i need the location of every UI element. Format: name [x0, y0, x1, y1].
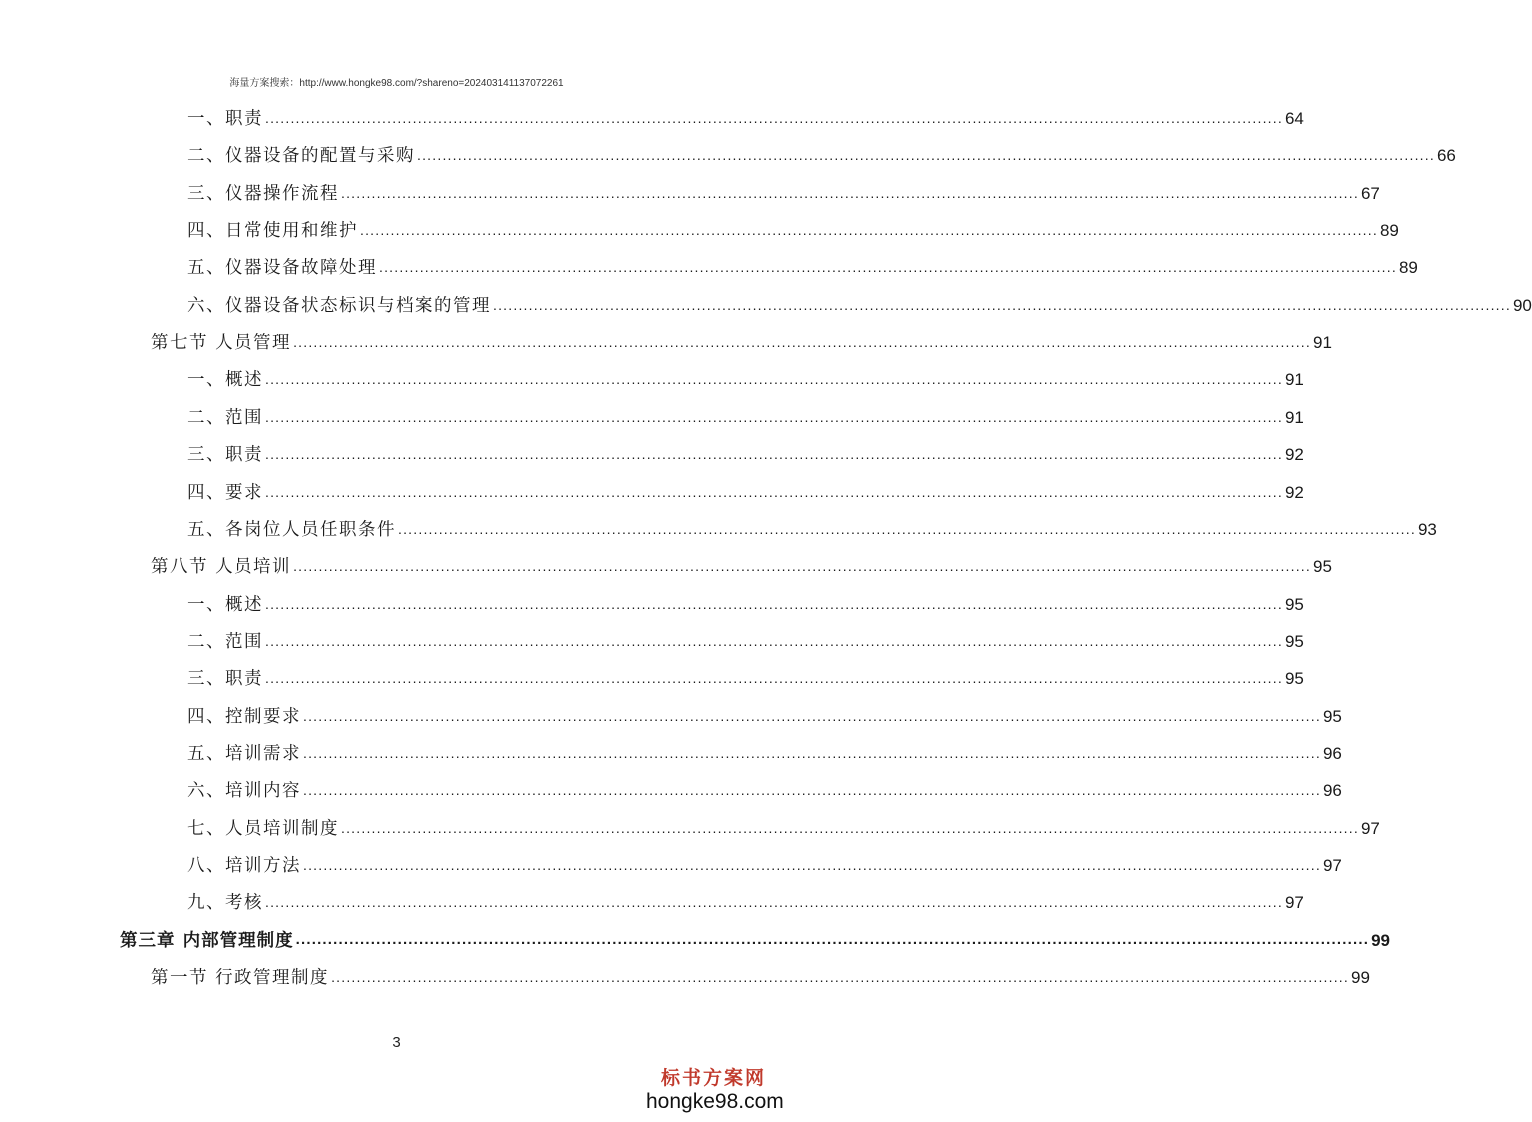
toc-entry[interactable]	[187, 698, 1342, 728]
toc-entry-title: 第一节 行政管理制度	[151, 968, 330, 989]
toc-dot-leader: ........................................................................................................................................................................................................	[303, 857, 1321, 873]
toc-entry-page-number: 95	[1284, 594, 1304, 614]
watermark-chinese-text: 标书方案网	[660, 1067, 766, 1089]
toc-dot-leader: ........................................................................................................................................................................................................	[303, 782, 1321, 799]
toc-entry-page-number: 95	[1322, 706, 1342, 726]
toc-entry-title: 第三章 内部管理制度	[120, 930, 294, 951]
toc-entry[interactable]	[120, 922, 1391, 952]
page-number: 3	[392, 1034, 401, 1051]
toc-dot-leader: ........................................................................................................................................................................................................	[265, 110, 1283, 126]
toc-entry-page-number: 99	[1351, 968, 1370, 988]
toc-entry-page-number: 97	[1322, 856, 1342, 875]
site-watermark-logo	[646, 1066, 784, 1114]
toc-dot-leader: ........................................................................................................................................................................................................	[379, 259, 1397, 276]
toc-entry-title: 第七节 人员管理	[151, 333, 292, 354]
toc-dot-leader: ........................................................................................................................................................................................................	[331, 969, 1349, 986]
toc-entry[interactable]	[187, 100, 1304, 130]
toc-entry-title: 六、培训内容	[187, 781, 301, 802]
toc-entry-page-number: 64	[1284, 109, 1304, 128]
toc-entry-page-number: 99	[1371, 930, 1391, 950]
toc-entry-page-number: 90	[1512, 295, 1532, 315]
toc-entry[interactable]	[187, 847, 1342, 877]
toc-entry[interactable]	[187, 399, 1304, 429]
toc-entry-page-number: 89	[1398, 258, 1418, 278]
toc-entry-page-number: 97	[1284, 893, 1304, 913]
toc-entry[interactable]	[187, 623, 1304, 653]
toc-entry-page-number: 89	[1379, 221, 1399, 241]
toc-entry-page-number: 92	[1284, 482, 1304, 502]
toc-dot-leader: ........................................................................................................................................................................................................	[417, 147, 1435, 164]
toc-entry-title: 五、培训需求	[187, 743, 301, 764]
toc-entry[interactable]	[187, 175, 1380, 205]
toc-entry[interactable]	[187, 884, 1304, 914]
toc-dot-leader: ........................................................................................................................................................................................................	[265, 446, 1283, 463]
toc-entry-page-number: 93	[1417, 519, 1437, 539]
toc-entry[interactable]	[187, 810, 1380, 840]
toc-entry-title: 四、要求	[187, 482, 263, 503]
toc-entry[interactable]	[151, 959, 1370, 989]
toc-dot-leader: ........................................................................................................................................................................................................	[265, 894, 1283, 911]
toc-entry-title: 一、概述	[187, 594, 263, 615]
toc-entry-title: 三、职责	[187, 445, 263, 466]
toc-entry-page-number: 96	[1322, 781, 1342, 801]
toc-entry[interactable]	[187, 212, 1399, 242]
toc-entry-page-number: 92	[1284, 445, 1304, 465]
toc-entry-title: 四、日常使用和维护	[187, 221, 358, 242]
toc-entry-page-number: 97	[1360, 818, 1380, 838]
toc-dot-leader: ........................................................................................................................................................................................................	[265, 408, 1283, 425]
toc-entry-page-number: 95	[1284, 631, 1304, 651]
toc-dot-leader: ........................................................................................................................................................................................................	[341, 184, 1359, 201]
toc-entry-page-number: 91	[1313, 333, 1332, 353]
toc-dot-leader: ........................................................................................................................................................................................................	[265, 371, 1283, 388]
toc-dot-leader: ........................................................................................................................................................................................................	[360, 222, 1378, 239]
toc-entry-title: 五、仪器设备故障处理	[187, 258, 377, 279]
toc-dot-leader: ........................................................................................................................................................................................................	[265, 632, 1283, 649]
toc-dot-leader: ........................................................................................................................................................................................................	[265, 483, 1283, 500]
toc-entry-title: 一、概述	[187, 370, 263, 391]
toc-entry[interactable]	[187, 511, 1437, 541]
page-header-url: 海量方案搜索：http://www.hongke98.com/?shareno=202403141137072261	[229, 78, 564, 89]
toc-entry[interactable]	[187, 249, 1418, 279]
toc-entry[interactable]	[151, 324, 1332, 354]
toc-entry-title: 九、考核	[187, 893, 263, 914]
toc-entry-page-number: 96	[1322, 743, 1342, 763]
toc-entry-page-number: 91	[1284, 370, 1304, 390]
toc-entry[interactable]	[187, 586, 1304, 616]
toc-entry[interactable]	[187, 436, 1304, 466]
toc-entry[interactable]	[187, 474, 1304, 504]
toc-dot-leader: ........................................................................................................................................................................................................	[265, 595, 1283, 612]
toc-dot-leader: ........................................................................................................................................................................................................	[303, 707, 1321, 724]
toc-entry-title: 八、培训方法	[187, 856, 301, 876]
toc-entry-title: 一、职责	[187, 109, 263, 129]
toc-entry-title: 七、人员培训制度	[187, 818, 339, 839]
toc-entry[interactable]	[151, 548, 1332, 578]
toc-entry[interactable]	[187, 361, 1304, 391]
watermark-domain-text: hongke98.com	[646, 1090, 784, 1113]
toc-entry-page-number: 67	[1360, 183, 1380, 203]
toc-entry-page-number: 95	[1284, 669, 1304, 689]
toc-entry-title: 第八节 人员培训	[151, 557, 292, 578]
toc-entry-title: 六、仪器设备状态标识与档案的管理	[187, 295, 491, 316]
toc-dot-leader: ........................................................................................................................................................................................................	[293, 334, 1311, 351]
toc-entry[interactable]	[187, 735, 1342, 765]
toc-dot-leader: ........................................................................................................................................................................................................	[493, 296, 1511, 313]
toc-dot-leader: ........................................................................................................................................................................................................	[293, 558, 1311, 575]
toc-entry-title: 三、仪器操作流程	[187, 183, 339, 204]
toc-entry[interactable]	[187, 137, 1456, 167]
toc-entry-page-number: 91	[1284, 407, 1304, 427]
toc-entry-title: 二、范围	[187, 631, 263, 652]
toc-dot-leader: ........................................................................................................................................................................................................	[303, 744, 1321, 761]
toc-entry[interactable]	[187, 772, 1342, 802]
toc-entry-page-number: 66	[1436, 146, 1456, 166]
toc-entry-title: 四、控制要求	[187, 706, 301, 727]
toc-entry-page-number: 95	[1313, 557, 1332, 577]
toc-dot-leader: ........................................................................................................................................................................................................	[265, 670, 1283, 687]
toc-entry-title: 三、职责	[187, 669, 263, 690]
toc-entry-title: 二、范围	[187, 407, 263, 428]
toc-entry[interactable]	[187, 660, 1304, 690]
toc-entry[interactable]	[187, 287, 1532, 317]
toc-entry-title: 五、各岗位人员任职条件	[187, 519, 396, 540]
toc-dot-leader: ........................................................................................................................................................................................................	[398, 520, 1416, 537]
toc-dot-leader: ........................................................................................................................................................................................................	[295, 930, 1370, 948]
toc-entry-title: 二、仪器设备的配置与采购	[187, 146, 415, 167]
toc-dot-leader: ........................................................................................................................................................................................................	[341, 819, 1359, 836]
